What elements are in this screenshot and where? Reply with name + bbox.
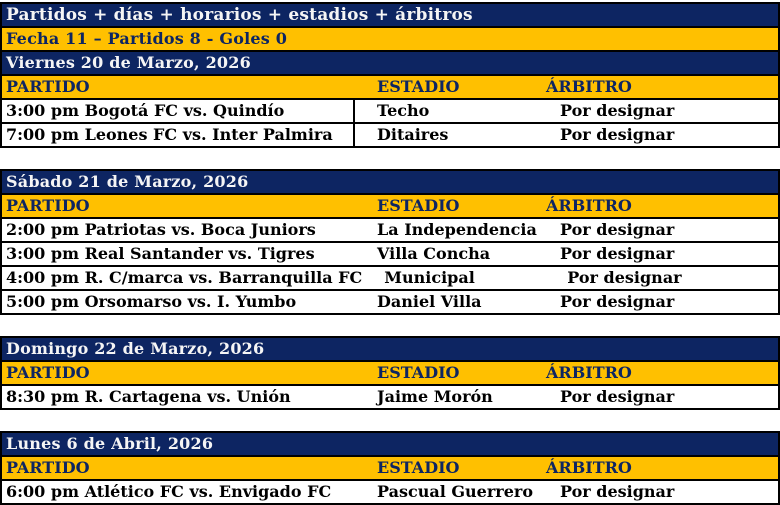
match-estadio: La Independencia (377, 220, 537, 239)
match-arbitro: Por designar (560, 101, 675, 120)
main-fixtures-block (0, 2, 780, 148)
column-header-arbitro: ÁRBITRO (546, 196, 632, 215)
column-header-partido: PARTIDO (6, 77, 90, 96)
column-header-partido: PARTIDO (6, 363, 90, 382)
match-partido: 3:00 pm Real Santander vs. Tigres (6, 244, 315, 263)
column-header-estadio: ESTADIO (377, 77, 460, 96)
match-partido: 8:30 pm R. Cartagena vs. Unión (6, 387, 291, 406)
day-header-row (2, 338, 778, 362)
match-arbitro: Por designar (567, 268, 682, 287)
column-header-estadio: ESTADIO (377, 363, 460, 382)
column-header-arbitro: ÁRBITRO (546, 363, 632, 382)
column-header-estadio: ESTADIO (377, 458, 460, 477)
match-row (2, 243, 778, 267)
match-partido: 5:00 pm Orsomarso vs. I. Yumbo (6, 292, 297, 311)
match-estadio: Jaime Morón (377, 387, 493, 406)
match-arbitro: Por designar (560, 482, 675, 501)
first-day-section (2, 52, 778, 146)
match-arbitro: Por designar (560, 387, 675, 406)
match-estadio: Ditaires (377, 125, 449, 144)
column-header-row (2, 362, 778, 386)
day-header: Lunes 6 de Abril, 2026 (6, 434, 214, 453)
column-header-partido: PARTIDO (6, 196, 90, 215)
column-header-row (2, 195, 778, 219)
match-estadio: Daniel Villa (377, 292, 482, 311)
match-arbitro: Por designar (560, 125, 675, 144)
match-row (2, 481, 778, 503)
match-arbitro: Por designar (560, 292, 675, 311)
day-header: Sábado 21 de Marzo, 2026 (6, 172, 249, 191)
column-header-estadio: ESTADIO (377, 196, 460, 215)
match-partido: 7:00 pm Leones FC vs. Inter Palmira (2, 124, 355, 146)
match-estadio: Techo (377, 101, 430, 120)
match-row (2, 386, 778, 408)
day-section (0, 336, 780, 410)
column-header-arbitro: ÁRBITRO (546, 458, 632, 477)
match-partido: 4:00 pm R. C/marca vs. Barranquilla FC (6, 268, 363, 287)
match-arbitro: Por designar (560, 244, 675, 263)
match-partido: 3:00 pm Bogotá FC vs. Quindío (2, 100, 355, 122)
day-header: Viernes 20 de Marzo, 2026 (6, 53, 251, 72)
column-header-arbitro: ÁRBITRO (546, 77, 632, 96)
match-partido: 6:00 pm Atlético FC vs. Envigado FC (6, 482, 332, 501)
day-header-row (2, 433, 778, 457)
day-header: Domingo 22 de Marzo, 2026 (6, 339, 265, 358)
matchday-summary-row (2, 28, 778, 52)
matchday-summary: Fecha 11 – Partidos 8 - Goles 0 (6, 29, 288, 48)
match-estadio: Municipal (384, 268, 475, 287)
match-partido: 2:00 pm Patriotas vs. Boca Juniors (6, 220, 316, 239)
day-section (0, 431, 780, 505)
day-header-row (2, 171, 778, 195)
column-header-partido: PARTIDO (6, 458, 90, 477)
match-row (2, 267, 778, 291)
match-row (2, 100, 778, 124)
day-section (0, 169, 780, 315)
match-estadio: Pascual Guerrero (377, 482, 533, 501)
match-row (2, 124, 778, 146)
column-header-row (2, 76, 778, 100)
match-arbitro: Por designar (560, 220, 675, 239)
match-row (2, 291, 778, 313)
page-title-row (2, 4, 778, 28)
match-row (2, 219, 778, 243)
match-estadio: Villa Concha (377, 244, 491, 263)
page-title: Partidos + días + horarios + estadios + árbitros (6, 5, 473, 25)
column-header-row (2, 457, 778, 481)
day-header-row (2, 52, 778, 76)
